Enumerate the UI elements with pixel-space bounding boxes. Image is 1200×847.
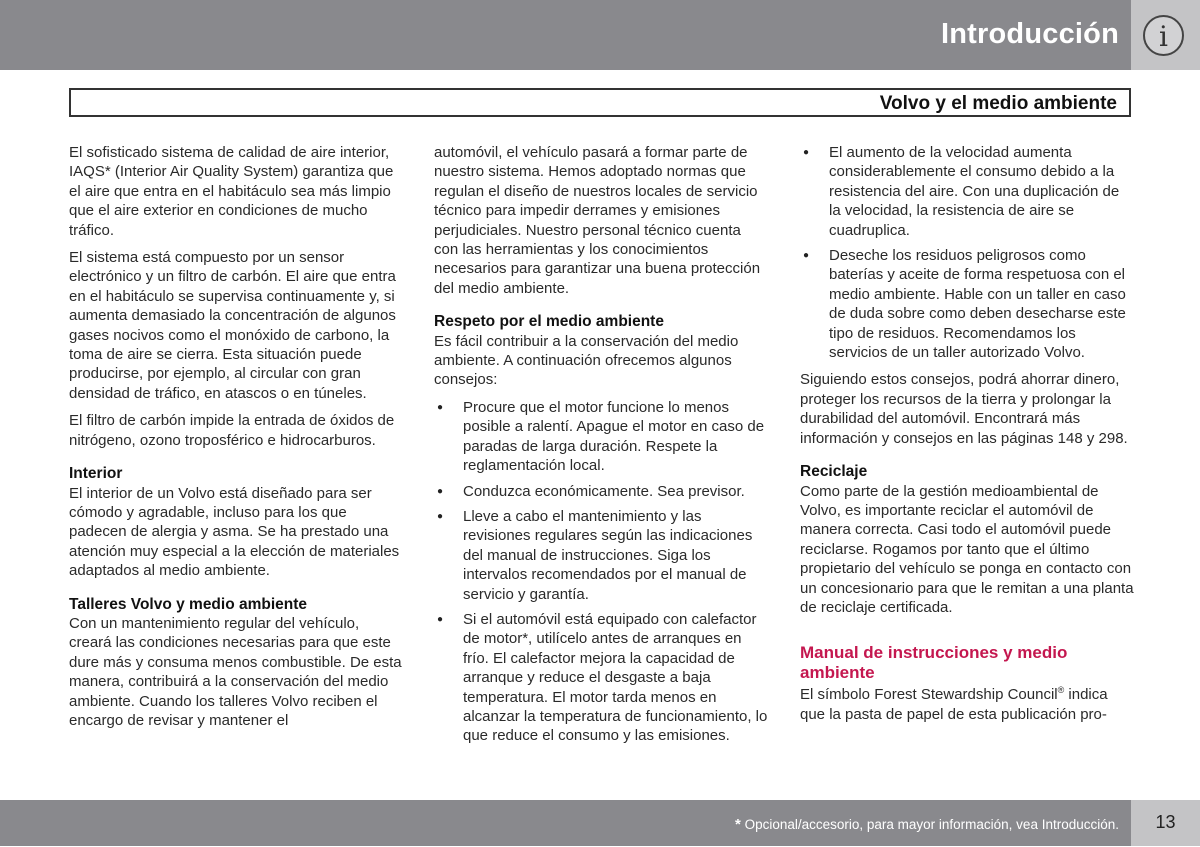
column-3: [800, 143, 1135, 732]
list-item: ● Deseche los residuos peligrosos como baterías y aceite de forma respetuosa con el medio ambiente. Hable con un taller en caso de duda sobre como deben desecharse este tipo de residuos. Recomendamos los servicios de un taller autorizado Volvo.: [800, 246, 1135, 362]
paragraph: Como parte de la gestión medioambiental de Volvo, es importante reciclar el automóvil de manera correcta. Casi todo el automóvil puede reciclarse. Rogamos por tanto que el último propietario del vehículo se ponga en contacto con un concesionario para que le remitan a una planta de reciclaje certificada.: [800, 482, 1134, 616]
list-item: ● Si el automóvil está equipado con calefactor de motor*, utilícelo antes de arranques en frío. El calefactor mejora la capacidad de arranque y reduce el desgaste a baja temperatura. El motor tarda menos en alcanzar la temperatura de funcionamiento, lo que reduce el consumo y las emisiones.: [434, 610, 769, 746]
paragraph: automóvil, el vehículo pasará a formar parte de nuestro sistema. Hemos adoptado normas que regulan el diseño de nuestros locales de servicio técnico para impedir derrames y emisiones perjudiciales. Nuestro personal técnico cuenta con las herramientas y los conocimientos necesarios para garantizar una buena protección del medio ambiente.: [434, 144, 761, 297]
heading-reciclaje: Reciclaje: [800, 463, 868, 481]
paragraph: Es fácil contribuir a la conservación del medio ambiente. A continuación ofrecemos algunos consejos:: [434, 332, 739, 389]
footer-note-text: Opcional/accesorio, para mayor información, vea Introducción.: [740, 817, 1119, 832]
page-number: 13: [1155, 812, 1176, 832]
paragraph: El sistema está compuesto por un sensor electrónico y un filtro de carbón. El aire que entra en el habitáculo se supervisa continuamente y, si aumenta demasiado la concentración de algunos gases nocivos como el monóxido de carbono, la toma de aire se cierra. Esta situación puede producirse, por ejemplo, al circular con gran densidad de tráfico, en atascos o en túneles.: [69, 249, 396, 402]
registered-mark: ®: [1057, 685, 1065, 696]
list-item: ● Procure que el motor funcione lo menos posible a ralentí. Apague el motor en caso de paradas de larga duración. Respete la reglamentación local.: [434, 398, 769, 476]
page-number-box: [1131, 800, 1200, 846]
chapter-title: Introducción: [940, 18, 1119, 50]
footer-band: [0, 800, 1131, 846]
text: El símbolo Forest Stewardship Council: [800, 686, 1058, 704]
paragraph: El filtro de carbón impide la entrada de óxidos de nitrógeno, ozono troposférico e hidrocarburos.: [69, 412, 395, 449]
heading-manual: Manual de instrucciones y medio ambiente: [800, 643, 1068, 683]
heading-talleres: Talleres Volvo y medio ambiente: [69, 595, 308, 613]
paragraph: El interior de un Volvo está diseñado para ser cómodo y agradable, incluso para los que padecen de alergia y asma. Se ha prestado una atención muy especial a la elección de materiales adaptados al medio ambiente.: [69, 484, 400, 580]
footer-note: [735, 816, 1119, 833]
paragraph: El sofisticado sistema de calidad de aire interior, IAQS* (Interior Air Quality System) garantiza que el aire que entra en el habitáculo sea más limpio que el aire exterior en condiciones de mucho tráfico.: [69, 144, 394, 239]
list-item: ● Conduzca económicamente. Sea previsor.: [434, 482, 769, 501]
paragraph: [800, 685, 1135, 724]
text: indica que la pasta de papel de esta publicación pro-: [800, 686, 1108, 723]
asterisk: *: [734, 816, 741, 833]
paragraph: Con un mantenimiento regular del vehículo, creará las condiciones necesarias para que este dure más y consuma menos combustible. De esta manera, contribuirá a la conservación del medio ambiente. Cuando los talleres Volvo reciben el encargo de revisar y mantener el: [69, 614, 402, 729]
tips-list-continued: [800, 143, 1135, 362]
section-title-box: [69, 88, 1131, 117]
column-2: [434, 143, 769, 754]
paragraph: Siguiendo estos consejos, podrá ahorrar dinero, proteger los recursos de la tierra y prolongar la durabilidad del automóvil. Encontrará más información y consejos en las páginas 148 y 298.: [800, 371, 1128, 447]
column-1: [69, 143, 404, 738]
heading-interior: Interior: [69, 465, 123, 483]
list-item: ● El aumento de la velocidad aumenta considerablemente el consumo debido a la resistencia del aire. Con una duplicación de la velocidad, la resistencia de aire se cuadruplica.: [800, 143, 1135, 240]
section-title: Volvo y el medio ambiente: [879, 93, 1117, 114]
chapter-icon-box: [1131, 0, 1200, 70]
info-icon: [1143, 15, 1184, 56]
heading-respeto: Respeto por el medio ambiente: [434, 313, 664, 331]
list-item: ● Lleve a cabo el mantenimiento y las revisiones regulares según las indicaciones del manual de instrucciones. Siga los intervalos recomendados por el manual de servicio y garantía.: [434, 507, 769, 604]
chapter-header-band: [0, 0, 1131, 70]
info-icon-glyph: i: [1159, 19, 1168, 53]
tips-list: [434, 398, 769, 746]
